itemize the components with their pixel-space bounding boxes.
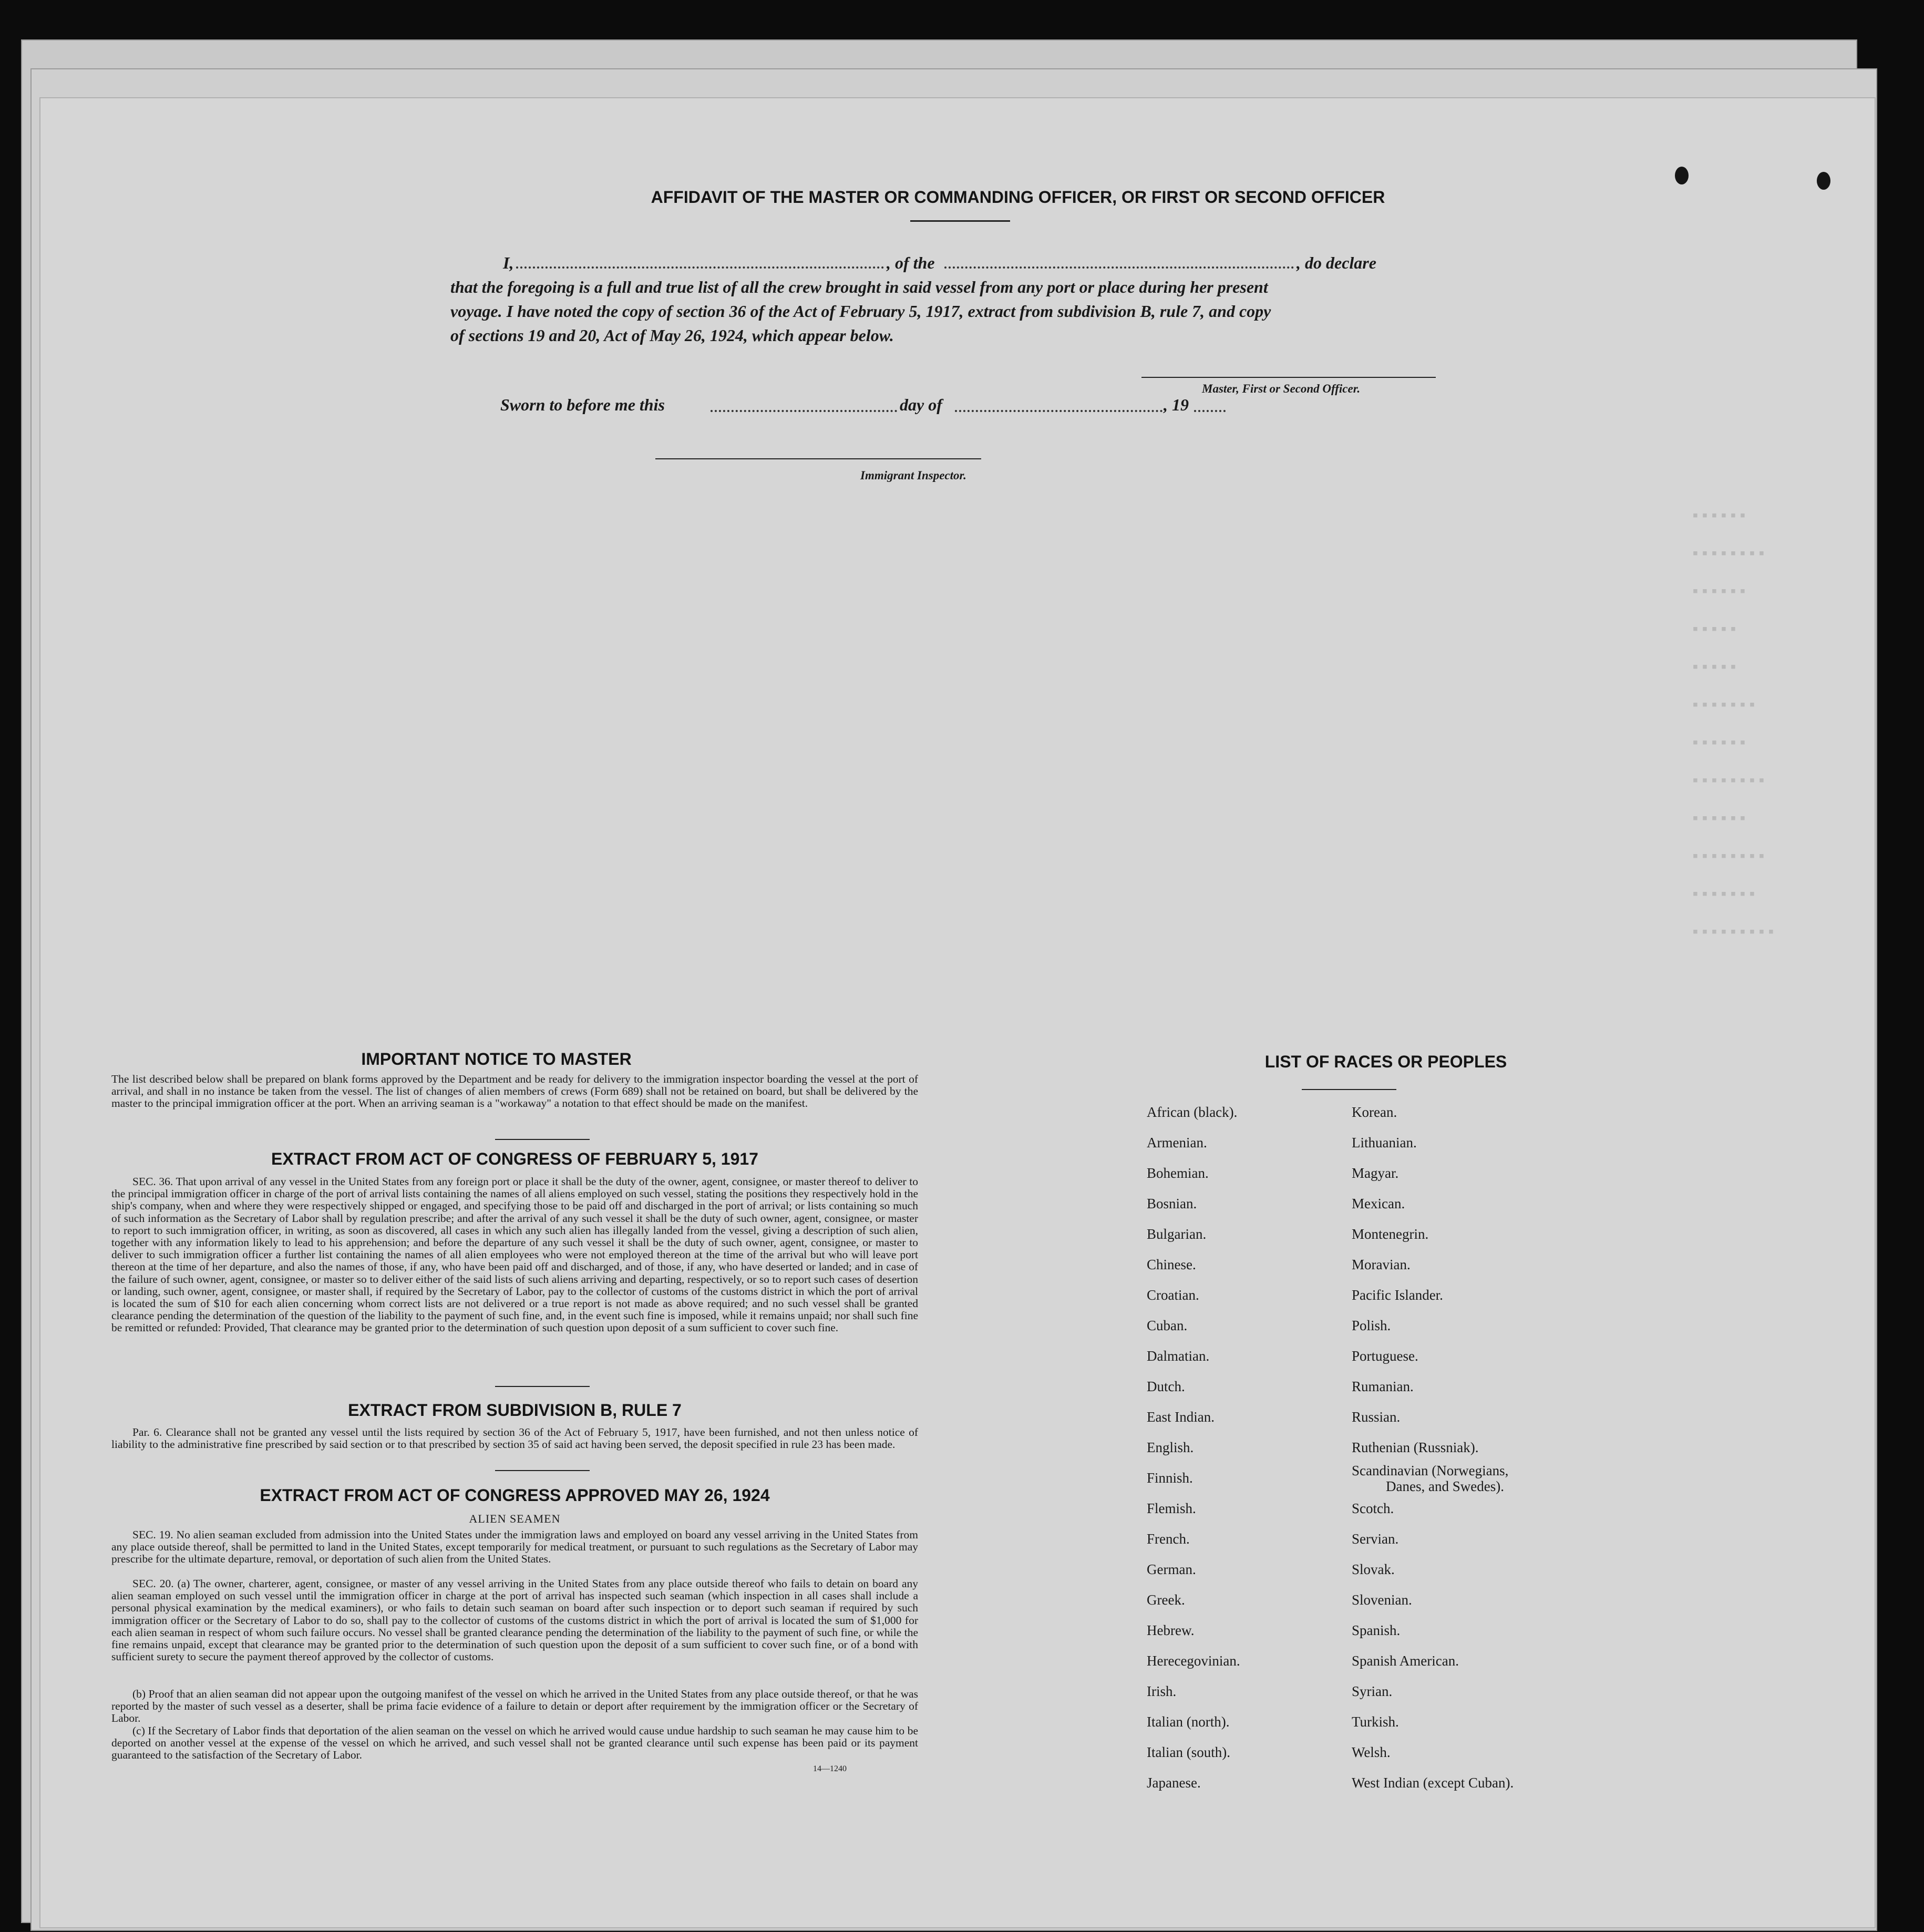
race-item: Scandinavian (Norwegians,: [1352, 1463, 1509, 1478]
races-underline: [1302, 1089, 1396, 1090]
divider: [495, 1139, 590, 1140]
race-item: Dutch.: [1147, 1379, 1185, 1394]
race-item: African (black).: [1147, 1104, 1238, 1120]
race-item: Italian (north).: [1147, 1714, 1230, 1730]
race-item: Moravian.: [1352, 1257, 1411, 1272]
notice-body: The list described below shall be prepared on blank forms approved by the Department and be ready for delivery to the immigration inspector boarding the vessel at the port of arrival, and shall in no instance be taken from the vessel. The list of changes of alien members of crews (Form 689) shall not be retained on board, but shall be delivered by the master to the principal immigration officer at the port. When an arriving seaman is a "workaway" a notation to that effect should be made on the manifest.: [111, 1073, 918, 1110]
race-item: Slovenian.: [1352, 1592, 1412, 1608]
sec-20a-body: SEC. 20. (a) The owner, charterer, agent, consignee, or master of any vessel arriving in the United States from any place outside thereof who fails to detain on board any alien seaman employed on such vessel until the immigration officer in charge at the port of arrival has inspected such seaman (which inspection in all cases shall include a personal physical examination by the medical examiners), or who fails to detain such seaman on board after such inspection or to deport such seaman if required by such immigration officer or the Secretary of Labor to do so, shall pay to the collector of customs of the customs district in which the port of arrival is located the sum of $1,000 for each alien seaman in respect of whom such failure occurs. No vessel shall be granted clearance pending the determination of the liability to the payment of such fine, or while the fine remains unpaid, except that clearance may be granted prior to the determination of such question upon the deposit of a sum sufficient to cover such fine, or of a bond with sufficient surety to secure the payment thereof approved by the collector of customs.: [111, 1577, 918, 1663]
name-field[interactable]: [516, 266, 884, 269]
sworn-year: , 19: [1164, 395, 1189, 414]
subdivision-b-body: Par. 6. Clearance shall not be granted any vessel until the lists required by section 36 of the Act of February 5, 1917, have been furnished, and not then unless notice of liability to the administrative fine prescribed by said section or to that prescribed by section 35 of said act having been served, the deposit specified in rule 23 has been made.: [111, 1426, 918, 1451]
race-item: East Indian.: [1147, 1409, 1215, 1425]
race-item: Spanish American.: [1352, 1653, 1459, 1669]
race-item: Finnish.: [1147, 1470, 1193, 1486]
race-item: Welsh.: [1352, 1744, 1391, 1760]
inspector-label: Immigrant Inspector.: [860, 469, 966, 482]
declaration-i: I,: [503, 253, 514, 272]
alien-seamen-subtitle: ALIEN SEAMEN: [469, 1512, 561, 1525]
race-item: West Indian (except Cuban).: [1352, 1775, 1514, 1791]
race-item: Greek.: [1147, 1592, 1185, 1608]
declaration-line-2: that the foregoing is a full and true list of all the crew brought in said vessel from any port or place during her present: [450, 278, 1268, 296]
races-title: LIST OF RACES OR PEOPLES: [1264, 1052, 1507, 1071]
race-item: Bosnian.: [1147, 1196, 1197, 1211]
declaration-line-4: of sections 19 and 20, Act of May 26, 1924, which appear below.: [450, 326, 894, 345]
race-item: Irish.: [1147, 1683, 1177, 1699]
race-item: Russian.: [1352, 1409, 1401, 1425]
race-item: Dalmatian.: [1147, 1348, 1210, 1364]
form-sheet: [39, 97, 1876, 1928]
race-item: Slovak.: [1352, 1561, 1395, 1577]
form-number: 14—1240: [813, 1764, 847, 1773]
race-item: Chinese.: [1147, 1257, 1196, 1272]
race-item: Bohemian.: [1147, 1165, 1209, 1181]
race-item: Turkish.: [1352, 1714, 1399, 1730]
race-item: Mexican.: [1352, 1196, 1405, 1211]
declaration-do-declare: , do declare: [1297, 253, 1376, 272]
race-item: Magyar.: [1352, 1165, 1399, 1181]
race-item: Herecegovinian.: [1147, 1653, 1240, 1669]
race-item: Servian.: [1352, 1531, 1399, 1547]
race-item: Montenegrin.: [1352, 1226, 1429, 1242]
race-item: Armenian.: [1147, 1135, 1207, 1150]
title-underline: [910, 220, 1010, 222]
race-item: Italian (south).: [1147, 1744, 1230, 1760]
race-item: Spanish.: [1352, 1622, 1401, 1638]
sworn-year-field[interactable]: [1194, 410, 1226, 412]
race-item: Flemish.: [1147, 1501, 1196, 1516]
sworn-month-field[interactable]: [955, 410, 1162, 412]
signature-line[interactable]: [1141, 377, 1436, 378]
extract-1924-title: EXTRACT FROM ACT OF CONGRESS APPROVED MAY 26, 1924: [260, 1486, 770, 1505]
subdivision-b-title: EXTRACT FROM SUBDIVISION B, RULE 7: [348, 1401, 682, 1420]
race-item: Korean.: [1352, 1104, 1397, 1120]
race-item: Scotch.: [1352, 1501, 1394, 1516]
race-item: Croatian.: [1147, 1287, 1199, 1303]
extract-1917-body: SEC. 36. That upon arrival of any vessel in the United States from any foreign port or place it shall be the duty of the owner, agent, consignee, or master thereof to deliver to the principal immigration officer in charge of the port of arrival lists containing the names of all aliens employed on such vessel, stating the positions they respectively hold in the ship's company, when and where they were respectively shipped or engaged, and specifying those to be paid off and discharged in the port of arrival; or lists containing so much of such information as the Secretary of Labor shall by regulation prescribe; and after the arrival of any such vessel it shall be the duty of such owner, agent, consignee, or master to report to such immigration officer, in writing, as soon as discovered, all cases in which any such alien has illegally landed from the vessel, giving a description of such alien, together with any information likely to lead to his apprehension; and before the departure of any such vessel it shall be the duty of such owner, agent, consignee, or master to deliver to such immigration officer a further list containing the names of all alien employees who were not employed thereon at the time of the arrival but who will leave port thereon at the time of her departure, and also the names of those, if any, who have been paid off and discharged, and of those, if any, who have deserted or landed; and in case of the failure of such owner, agent, consignee, or master so to deliver either of the said lists of such aliens arriving and departing, respectively, or so to report such cases of desertion or landing, such owner, agent, consignee, or master shall, if required by the Secretary of Labor, pay to the collector of customs of the customs district in which the port of arrival is located the sum of $10 for each alien concerning whom correct lists are not delivered or a true report is not made as above required; and no such vessel shall be granted clearance pending the determination of the question of the liability to the payment of such fine, and, in the event such fine is imposed, while it remains unpaid; nor shall such fine be remitted or refunded: Provided, That clearance may be granted prior to the determination of such question upon deposit of a sum sufficient to cover such fine.: [111, 1175, 918, 1334]
race-item: German.: [1147, 1561, 1196, 1577]
inspector-line[interactable]: [655, 458, 981, 459]
races-column-2: [1352, 1097, 1514, 1798]
punch-hole: [1675, 167, 1689, 184]
races-column-1: [1147, 1097, 1240, 1798]
race-item: Cuban.: [1147, 1318, 1188, 1333]
race-item: Pacific Islander.: [1352, 1287, 1443, 1303]
punch-hole: [1817, 172, 1830, 190]
race-item: Japanese.: [1147, 1775, 1201, 1791]
sworn-day-field[interactable]: [711, 410, 897, 412]
divider: [495, 1470, 590, 1471]
sworn-day-of: day of: [900, 395, 942, 414]
sec-20c-body: (c) If the Secretary of Labor finds that deportation of the alien seaman on the vessel on which he arrived would cause undue hardship to such seaman he may cause him to be deported on another vessel at the expense of the vessel on which he arrived, and such vessel shall not be granted clearance until such expense has been paid or its payment guaranteed to the satisfaction of the Secretary of Labor.: [111, 1724, 918, 1762]
race-item: Rumanian.: [1352, 1379, 1414, 1394]
race-item: Bulgarian.: [1147, 1226, 1207, 1242]
sworn-line: [500, 395, 1289, 422]
race-item: French.: [1147, 1531, 1190, 1547]
race-item-continuation: Danes, and Swedes).: [1386, 1478, 1504, 1494]
race-item: Hebrew.: [1147, 1622, 1195, 1638]
sec-19-body: SEC. 19. No alien seaman excluded from admission into the United States under the immigration laws and employed on board any vessel arriving in the United States from any place outside thereof, shall be permitted to land in the United States, except temporarily for medical treatment, or pursuant to such regulations as the Secretary of Labor may prescribe for the ultimate departure, removal, or deportation of such alien from the United States.: [111, 1528, 918, 1566]
affidavit-title: AFFIDAVIT OF THE MASTER OR COMMANDING OFFICER, OR FIRST OR SECOND OFFICER: [651, 188, 1385, 207]
declaration-line-3: voyage. I have noted the copy of section 36 of the Act of February 5, 1917, extract from subdivision B, rule 7, and copy: [450, 302, 1271, 321]
race-item: Lithuanian.: [1352, 1135, 1417, 1150]
signature-label: Master, First or Second Officer.: [1202, 382, 1361, 395]
divider: [495, 1386, 590, 1387]
affidavit-declaration: [450, 251, 1517, 347]
notice-title: IMPORTANT NOTICE TO MASTER: [361, 1050, 632, 1068]
bleed-through: ▪▪▪▪▪▪ ▪▪▪▪▪▪▪▪ ▪▪▪▪▪▪ ▪▪▪▪▪ ▪▪▪▪▪ ▪▪▪▪▪▪▪ ▪▪▪▪▪▪ ▪▪▪▪▪▪▪▪ ▪▪▪▪▪▪ ▪▪▪▪▪▪▪▪ ▪▪▪▪▪▪▪ ▪▪▪▪▪▪▪▪▪: [1691, 508, 1776, 942]
declaration-of-the: , of the: [887, 253, 935, 272]
sworn-prefix: Sworn to before me this: [500, 395, 665, 414]
vessel-field[interactable]: [944, 266, 1294, 269]
extract-1917-title: EXTRACT FROM ACT OF CONGRESS OF FEBRUARY 5, 1917: [271, 1149, 758, 1168]
sec-20b-body: (b) Proof that an alien seaman did not appear upon the outgoing manifest of the vessel on which he arrived in the United States from any place outside thereof, or that he was reported by the master of such vessel as a deserter, shall be prima facie evidence of a failure to detain or deport after requirement by the immigration officer or the Secretary of Labor.: [111, 1688, 918, 1725]
race-item: Polish.: [1352, 1318, 1391, 1333]
race-item: Portuguese.: [1352, 1348, 1418, 1364]
race-item: English.: [1147, 1440, 1194, 1455]
race-item: Ruthenian (Russniak).: [1352, 1440, 1479, 1455]
race-item: Syrian.: [1352, 1683, 1393, 1699]
